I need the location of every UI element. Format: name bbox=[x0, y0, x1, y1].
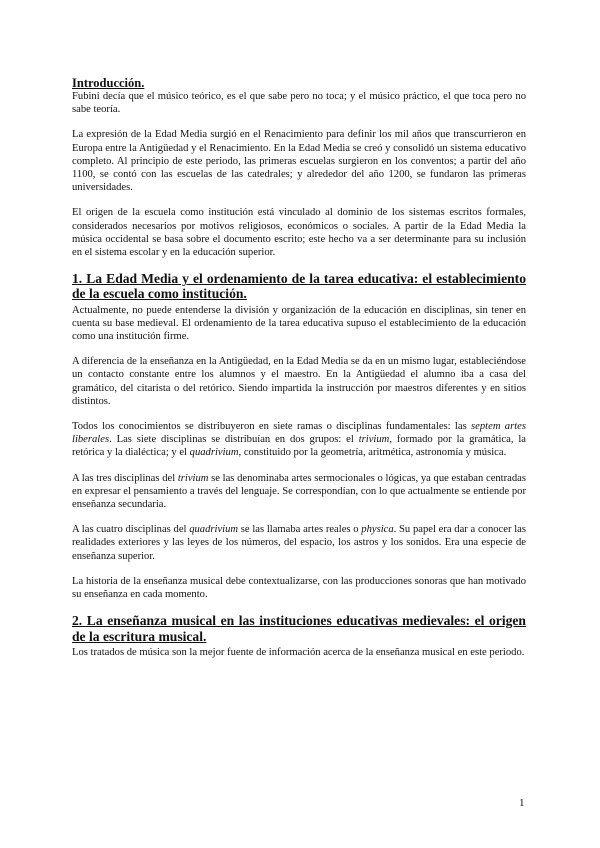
intro-paragraph-1: Fubini decía que el músico teórico, es el que sabe pero no toca; y el músico práctico, el que toca pero no sabe teoría. bbox=[72, 91, 526, 116]
section-1-paragraph-2: A diferencia de la enseñanza en la Antigüedad, en la Edad Media se da en un mismo lugar, estableciéndose un contacto constante entre los alumnos y el maestro. En la Antigüedad el alumno iba a casa del gramático, del citarista o del retórico. Siendo impartida la instrucción por maestros diferentes y en sitios distintos. bbox=[72, 356, 526, 407]
text-run: se las llamaba artes reales o bbox=[238, 524, 362, 536]
text-run: , constituido por la geometría, aritmética, astronomía y música. bbox=[238, 447, 507, 459]
section-1-paragraph-4 bbox=[72, 472, 526, 512]
term-trivium: trivium bbox=[177, 472, 209, 484]
term-septem-artes: septem artes liberales bbox=[72, 421, 526, 446]
section-1-paragraph-6: La historia de la enseñanza musical debe contextualizarse, con las producciones sonoras que han motivado su enseñanza en cada momento. bbox=[72, 575, 526, 601]
intro-paragraph-3: El origen de la escuela como institución está vinculado al dominio de los sistemas escritos formales, considerados necesarios por motivos religiosos, económicos o sociales. A partir de la Edad Media la música occidental se basa sobre el documento escrito; este hecho va a ser determinante para su inclusión en el sistema escolar y en la educación superior. bbox=[72, 207, 526, 259]
section-2-heading: 2. La enseñanza musical en las instituciones educativas medievales: el origen de la escritura musical. bbox=[72, 613, 526, 644]
text-run: A las cuatro disciplinas del bbox=[72, 524, 190, 536]
section-1-heading: 1. La Edad Media y el ordenamiento de la tarea educativa: el establecimiento de la escuela como institución. bbox=[72, 271, 526, 302]
intro-heading: Introducción. bbox=[72, 76, 145, 90]
document-page bbox=[72, 76, 526, 659]
section-1-paragraph-3 bbox=[72, 420, 526, 460]
text-run: se las denominaba artes sermocionales o lógicas, ya que estaban centradas en expresar el pensamiento a través del lenguaje. Se correspondían, con lo que actualmente se entiende por enseñanza secundaria. bbox=[72, 472, 526, 511]
text-run: , formado por la gramática, la retórica y la dialéctica; y el bbox=[72, 434, 527, 459]
text-run: Todos los conocimientos se distribuyeron en siete ramas o disciplinas fundamentales: las bbox=[72, 421, 472, 433]
term-quadrivium: quadrivium bbox=[189, 447, 239, 459]
text-run: A las tres disciplinas del bbox=[72, 472, 178, 484]
section-1-paragraph-1: Actualmente, no puede entenderse la división y organización de la educación en disciplinas, sin tener en cuenta su base medieval. El ordenamiento de la tarea educativa supuso el establecimiento de la educación como una institución firme. bbox=[72, 304, 526, 343]
section-1-paragraph-5 bbox=[72, 523, 526, 563]
term-quadrivium: quadrivium bbox=[189, 524, 239, 536]
term-physica: physica bbox=[361, 524, 394, 536]
section-2-paragraph-1: Los tratados de música son la mejor fuente de información acerca de la enseñanza musical en este periodo. bbox=[72, 646, 525, 658]
page-number: 1 bbox=[519, 797, 525, 809]
text-run: . Las siete disciplinas se distribuían en dos grupos: el bbox=[109, 434, 359, 446]
intro-paragraph-2: La expresión de la Edad Media surgió en el Renacimiento para definir los mil años que transcurrieron en Europa entre la Antigüedad y el Renacimiento. En la Edad Media se creó y consolidó un sistema educativo completo. Al principio de este periodo, las primeras escuelas surgieron en los conventos; a partir del año 1100, se contó con las escuelas de las catedrales; y alrededor del año 1200, se fundaron las primeras universidades. bbox=[72, 129, 526, 194]
text-run: . Su papel era dar a conocer las realidades exteriores y las leyes de los números, del espacio, los astros y los sonidos. Era una especie de enseñanza superior. bbox=[72, 524, 526, 562]
term-trivium: trivium bbox=[358, 434, 390, 446]
